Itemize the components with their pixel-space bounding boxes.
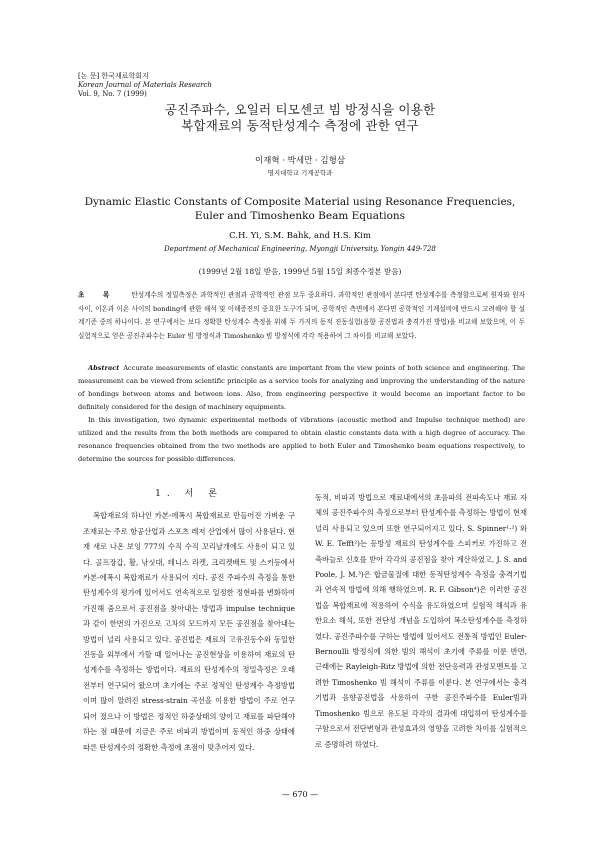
body-column-left [83, 487, 295, 755]
abstract-korean-text: 탄성계수의 정밀측정은 과학적인 관점과 공학적인 관점 모두 중요하다. 과학적인 관점에서 본다면 탄성계수를 측정함으로써 원자와 원자사이, 이온과 이온 사이의 bonding에 관한 해석 및 이해증진의 중요한 도구가 되며, 공학적인 측면에서 본다면 공학적인 기계설비에 반드시 고려해야 할 설계기준 중의 하나이다. 본 연구에서는 보다 정확한 탄성계수 측정을 위해 두 가지의 동적 진동실험(음향 공진법과 충격가진 방법)을 비교해 보았으며, 이 두 실험적으로 얻은 공진주파수는 Euler 빔 방정식과 Timoshenko 빔 방정식에 각각 적용하여 그 차이를 비교해 보았다. [78, 291, 525, 340]
abstract-english [78, 362, 525, 466]
abstract-korean [78, 289, 525, 343]
journal-line-korean: [논 문] 한국재료학회지 [78, 72, 149, 80]
received-dates: (1999년 2월 18일 받음, 1999년 5월 15일 최종수정본 받음) [198, 267, 402, 276]
affiliation-korean: 명지대학교 기계공학과 [267, 169, 333, 177]
title-english-line1: Dynamic Elastic Constants of Composite Material using Resonance Frequencies, [84, 196, 516, 208]
abstract-english-label: Abstract [88, 364, 120, 372]
authors-english: C.H. Yi, S.M. Bahk, and H.S. Kim [229, 231, 371, 241]
title-korean-line1: 공진주파수, 오일러 티모센코 빔 방정식을 이용한 [164, 102, 436, 117]
journal-line-english: Korean Journal of Materials Research [78, 81, 212, 89]
authors-korean: 이재혁 · 박세만 · 김형삼 [254, 156, 346, 166]
body-paragraph-left: 복합재료의 하나인 카본-에폭시 복합재료로 만들어진 가벼운 구조재료는 주로 항공산업과 스포츠 레저 산업에서 많이 사용된다. 현재 새로 나온 보잉 777의 수직 수직 꼬리날개에도 사용이 되고 있다. 골프장갑, 활, 낚싯대, 테니스 라켓, 크리켓배트 및 스키등에서 카본-에폭시 복합재료가 사용되어 지다. 공진 주파수의 측정을 통한 탄성계수의 평가에 있어서도 연속적으로 일정한 정현파를 변화하여 가진해 줌으로서 공진점을 찾아내는 방법과 impulse technique과 같이 한번의 가진으로 고차의 모드까지 모든 공진점을 찾아내는 방법이 널리 사용되고 있다. 공진법은 재료의 고유진동수와 동일한 진동을 외부에서 가할 때 일어나는 공진현상을 이용하여 재료의 탄성계수를 측정하는 방법이다. 재료의 탄성계수의 정밀측정은 오래전부터 연구되어 왔으며 초기에는 주로 정적인 탄성계수 측정방법이며 많이 알려진 stress-strain 곡선을 이용한 방법이 주로 연구되어 졌으나 이 방법은 정적인 하중상태의 양이고 재료를 파단해야 하는 점 때문에 지금은 주로 비파괴 방법이며 동적인 하중 상태에 따른 탄성계수의 정확한 측정에 초점이 맞추어져 있다. [83, 511, 295, 752]
abstract-korean-label: 초 록 [78, 291, 118, 299]
section-heading: 1. 서 론 [155, 489, 223, 499]
journal-volume: Vol. 9, No. 7 (1999) [78, 90, 147, 98]
body-paragraph-right: 동적, 비파괴 방법으로 재료내에서의 초음파의 전파속도나 재료 자체의 공진주파수의 측정으로부터 탄성계수를 측정하는 방법이 현재 널리 사용되고 있으며 또한 연구되어지고 있다. S. Spinner¹·²) 와 W. E. Tefft²)는 등방성 재료의 탄성계수를 스피커로 가진하고 전축바늘로 신호를 받아 각각의 공진점을 찾아 계산하였고, J. S. and Poole, J. M.³)은 합금물질에 대한 동적탄성계수 측정을 충격기법과 연속적 방법에 의해 행하였으며. R. F. Gibson⁴)은 이러한 공진법을 복합재료에 적용하여 수식을 유도하였으며 실험적 해석과 유한요소 해석, 또한 전단성 개념을 도입하여 복소탄성계수를 측정하였다. 공진주파수를 구하는 방법에 있어서도 전통적 방법인 Euler-Bernoulli 방정식에 의한 빔의 해석이 초기에 주류를 이룬 반면, 근래에는 Rayleigh-Ritz 방법에 의한 전단응력과 관성모멘트를 고려한 Timoshenko 빔 해석이 주류를 이룬다. 본 연구에서는 충격기법과 음향공진법을 사용하여 구한 공진주파수를 Euler빔과 Timoshenko 빔으로 유도된 각각의 결과에 대입하여 탄성계수를 구함으로서 전단변형과 관성효과의 영향을 고려한 차이를 실험적으로 증명하려 하였다. [315, 493, 527, 749]
body-column-right [315, 490, 527, 752]
abstract-english-paragraph-1: Abstract Accurate measurements of elastic constants are important from the view points of both science and engineering. The measurement can be viewed from scientific principle as a service tools for analyzing and improving the understanding of the nature of bondings between atoms and between ions. Also, from engineering perspective it would become an important factor to be definitely considered for the design of machinery equipments. [78, 364, 525, 411]
title-english-line2: Euler and Timoshenko Beam Equations [194, 210, 406, 222]
page-number: — 670 — [281, 790, 319, 799]
abstract-english-paragraph-2: In this investigation, two dynamic experimental methods of vibrations (acoustic method and Impulse technique method) are utilized and the results from the both methods are compared to obtain elastic constants data with a high degree of accuracy. The resonance frequencies obtained from the two methods are applied to both Euler and Timoshenko beam equations respectively, to determine the sources for possible differences. [78, 416, 525, 463]
affiliation-english: Department of Mechanical Engineering, Myongji University, Yongin 449-728 [164, 245, 436, 253]
title-korean-line2: 복합재료의 동적탄성계수 측정에 관한 연구 [181, 118, 419, 133]
journal-header [78, 72, 212, 99]
